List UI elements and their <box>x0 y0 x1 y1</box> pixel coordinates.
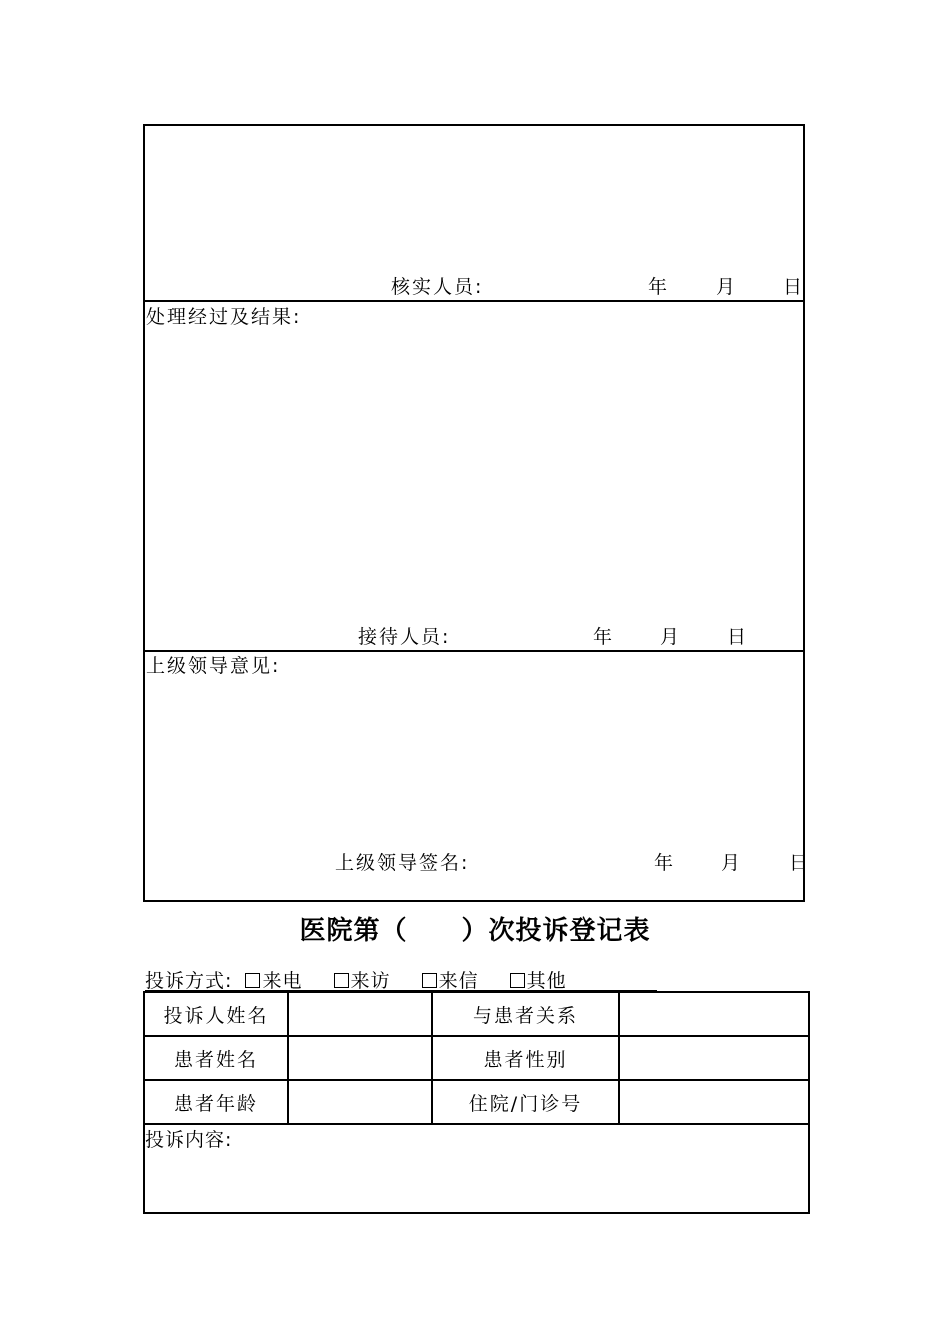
patient-name-label: 患者姓名 <box>144 1036 288 1080</box>
process-heading: 处理经过及结果: <box>146 306 302 328</box>
relation-label: 与患者关系 <box>432 992 619 1036</box>
option-visit[interactable]: 来访 <box>334 970 391 992</box>
leader-section <box>143 650 811 902</box>
verify-year-label: 年 <box>648 276 670 298</box>
leader-signer-label: 上级领导签名: <box>335 852 470 874</box>
verify-day-label: 日 <box>783 276 805 298</box>
patient-age-field[interactable] <box>288 1080 432 1124</box>
leader-day-label: 日 <box>789 852 811 874</box>
checkbox-icon <box>510 973 525 988</box>
verify-section <box>143 124 805 302</box>
process-section <box>143 300 805 652</box>
checkbox-icon <box>422 973 437 988</box>
verify-month-label: 月 <box>716 276 738 298</box>
complainant-name-field[interactable] <box>288 992 432 1036</box>
form-title: 医院第（ ）次投诉登记表 <box>299 916 651 946</box>
process-day-label: 日 <box>727 626 749 648</box>
patient-name-field[interactable] <box>288 1036 432 1080</box>
admission-number-label: 住院/门诊号 <box>432 1080 619 1124</box>
admission-number-field[interactable] <box>619 1080 809 1124</box>
patient-gender-field[interactable] <box>619 1036 809 1080</box>
option-phone[interactable]: 来电 <box>245 970 302 992</box>
process-year-label: 年 <box>593 626 615 648</box>
registration-table <box>143 991 810 1214</box>
relation-field[interactable] <box>619 992 809 1036</box>
complaint-method-label: 投诉方式: <box>145 970 233 992</box>
table-row <box>144 1036 809 1080</box>
complaint-method <box>145 966 567 993</box>
receiver-label: 接待人员: <box>358 626 451 648</box>
checkbox-icon <box>334 973 349 988</box>
option-other[interactable]: 其他 <box>510 970 567 992</box>
table-row <box>144 1124 809 1213</box>
table-row <box>144 1080 809 1124</box>
table-row <box>144 992 809 1036</box>
patient-gender-label: 患者性别 <box>432 1036 619 1080</box>
complaint-content-cell[interactable] <box>144 1124 809 1213</box>
process-month-label: 月 <box>660 626 682 648</box>
leader-month-label: 月 <box>721 852 743 874</box>
complainant-name-label: 投诉人姓名 <box>144 992 288 1036</box>
leader-year-label: 年 <box>654 852 676 874</box>
verifier-label: 核实人员: <box>391 276 484 298</box>
leader-heading: 上级领导意见: <box>146 655 281 677</box>
patient-age-label: 患者年龄 <box>144 1080 288 1124</box>
complaint-content-label: 投诉内容: <box>145 1129 233 1151</box>
option-letter[interactable]: 来信 <box>422 970 479 992</box>
checkbox-icon <box>245 973 260 988</box>
